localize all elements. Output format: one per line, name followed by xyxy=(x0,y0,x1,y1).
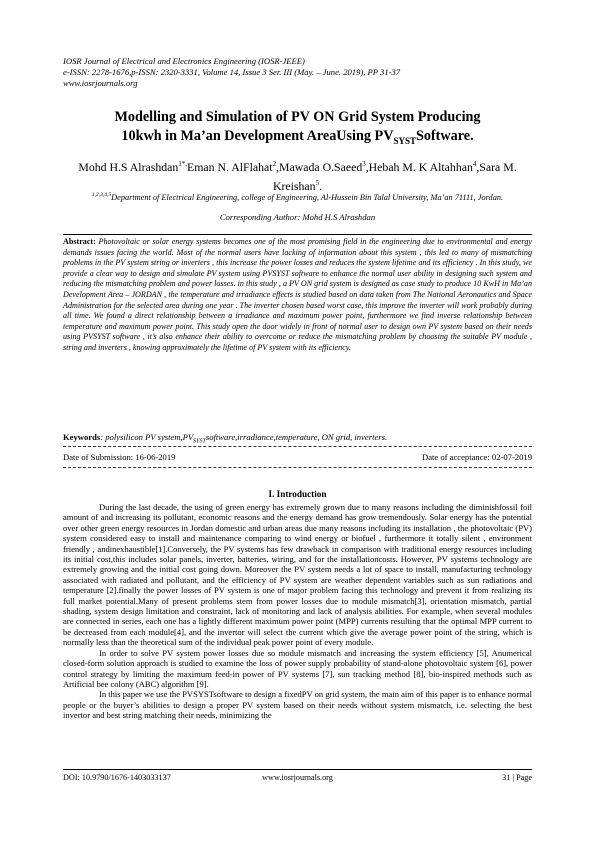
author-1: Mohd H.S Alrashdan xyxy=(78,159,179,174)
paragraph-3: In this paper we use the PVSYSTsoftware to design a fixedPV on grid system, the main aim of this paper is to enhance normal people or the buyer’s abilities to design a proper PV system based on their needs without system mismatch, i.e. selecting the best invertor and best string matching their needs, minimizing the xyxy=(63,689,532,721)
paragraph-2: In order to solve PV system power losses due so module mismatch and increasing the system efficiency [5], Anumerical closed-form solution approach is studied to examine the loss of power supply probability of stand-alone photovoltaic system [6], power control strategy by limiting the maximum feed-in power of PV systems [7], sun tracking method [8], bio-inspired methods such as Artificial bee colony (ABC) algorithm [9]. xyxy=(63,647,532,689)
footer-page-number: 31 | Page xyxy=(502,773,532,782)
footer-site[interactable]: www.iosrjournals.org xyxy=(262,773,333,782)
keywords-subscript: SYST xyxy=(193,438,206,445)
paper-title xyxy=(40,108,555,151)
acceptance-date: Date of acceptance: 02-07-2019 xyxy=(422,452,532,462)
submission-date: Date of Submission: 16-06-2019 xyxy=(63,452,176,462)
author-list xyxy=(60,156,535,194)
author-2-sup: 2 xyxy=(272,160,277,168)
footer-doi[interactable]: DOI: 10.9790/1676-1403033137 xyxy=(63,773,171,782)
abstract-text: Photovoltaic or solar energy systems becomes one of the most promising field in the engineering due to environmental and energy demands issues facing the world. Most of the normal users have lacking of information about this system , this led to many of mismatching problems in the PV system string or inverters , this increase the power losses and reduces the system lifetime and its efficiency . In this study, we provide a clear way to design and simulate PV system using PVSYST software to enhance the normal user ability in designing such system and reducing the mismatching problem and power losses. in this study , a PV ON grid system is designed as case study to produce 10 KwH in Ma’an Development Area – JORDAN , the temperature and irradiance effects is studied based on data taken from The National Aeronautics and Space Administration for the selected area during one year . The inverter chosen based worst case, this improve the inverter will work probably during all time. We found a direct relationship between a irradiance and maximum power point, furthermore we find inverse relationship between temperature and maximum power point. This study open the door widely in front of normal user to design own PV system based on their needs using PVSYST software , it’s also enhance their ability to overcome or reduce the mismatching problem by choosing the suitable PV module , string and inverters , knowing approximately the lifetime of PV system with its efficiency. xyxy=(63,237,532,352)
title-line-2 xyxy=(40,127,555,151)
journal-issn: e-ISSN: 2278-1676,p-ISSN: 2320-3331, Volume 14, Issue 3 Ser. III (May. – June. 2019), PP 31-37 xyxy=(63,67,401,77)
journal-header xyxy=(63,56,533,89)
page-footer xyxy=(63,772,532,783)
author-2: Eman N. AlFlahat xyxy=(187,159,273,174)
author-5-sup: 5 xyxy=(315,178,320,187)
affiliation-text: Department of Electrical Engineering, college of Engineering, Al-Hussein Bin Talal University, Ma’an 71111, Jordan. xyxy=(111,192,504,202)
section-heading-introduction: I. Introduction xyxy=(268,489,327,499)
divider-dashed-1 xyxy=(63,446,532,447)
dates-row xyxy=(63,452,532,463)
introduction-body xyxy=(63,502,532,721)
keywords-label: Keywords xyxy=(63,432,101,442)
title-subscript: SYST xyxy=(393,135,416,146)
paragraph-1: During the last decade, the using of green energy has extremely grown due to many reasons including the diminishfossil foil amount of and increasing its pollutant, economic reasons and the energy demand has grow tremendously. Solar energy has the potential over other green energy resources in Jordan domestic and urban areas due many reasons including its installation , the photovoltaic (PV) system considered easy to install and maintenance comparing to wind energy or biofuel , furthermore it totally silent , environment friendly , andinexhaustible[1].Conversely, the PV systems has few drawback in comparison with traditional energy resources including its initial cost,this includes solar panels, inverter, batteries, wiring, and for the installationcosts. However, PV systems technology are extremely growing and the initial cost going down. Moreover the PV system needs a lot of space to install, manufacturing technology associated with radiated and pollutant, and the efficiency of PV system are weather dependent variables such as sun radiations and temperature [2].finally the power losses of PV system is one of major problem facing this technology and prevent it from realizing its full market potential.Many of present problems stem from power losses due to module mismatch[3], orientation mismatch, partial shading, system design limitation and constraint, lack of monitoring and lack of analysis abilities. For example, when several modules are connected in series, each one has a lightly different maximum power point (MPP) currents resulting that the optimal MPP current to be decreased from each module[4], and the invertor will select the current which give the average power point of the string, which is normally less than the theoretical sum of the individual peak power point of every module. xyxy=(63,502,532,648)
abstract-label: Abstract: xyxy=(63,237,96,246)
abstract-top-rule xyxy=(63,234,532,235)
author-4-sup: 4 xyxy=(472,160,477,168)
author-4: ,Hebah M. K Altahhan xyxy=(365,159,473,174)
corresponding-author: Corresponding Author: Mohd H.S Alrashdan xyxy=(219,212,376,222)
author-list-end: . xyxy=(319,178,323,193)
affiliation-sup: 1,2,3,4,5 xyxy=(91,192,112,198)
author-3-sup: 3 xyxy=(362,160,366,168)
keywords-text-b: software,irradiance,temperature, ON grid, inverters. xyxy=(205,432,388,442)
keywords-text-a: : polysilicon PV system,PV xyxy=(100,432,194,442)
title-line-2-end: Software. xyxy=(415,128,474,144)
footer-rule xyxy=(63,769,532,770)
journal-name: IOSR Journal of Electrical and Electronics Engineering (IOSR-JEEE) xyxy=(63,56,305,66)
author-5: ,Sara M. Kreishan xyxy=(272,159,517,193)
journal-site[interactable]: www.iosrjournals.org xyxy=(63,78,138,88)
title-line-1: Modelling and Simulation of PV ON Grid System Producing xyxy=(114,109,481,125)
author-3: ,Mawada O.Saeed xyxy=(276,159,363,174)
author-1-sup: 1*, xyxy=(178,160,188,168)
affiliation xyxy=(60,190,535,203)
abstract xyxy=(63,237,532,354)
title-line-2-main: 10kwh in Ma’an Development AreaUsing PV xyxy=(121,128,394,144)
divider-dashed-2 xyxy=(63,467,532,468)
